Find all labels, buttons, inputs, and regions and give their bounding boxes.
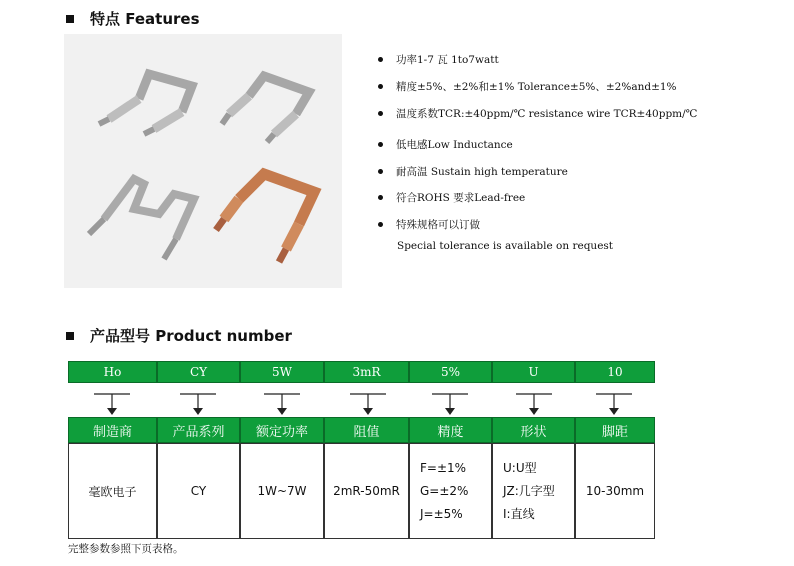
precision-option: J=±5% — [420, 506, 463, 521]
product-number-heading-text: 产品型号 Product number — [90, 327, 292, 345]
square-bullet-icon — [66, 15, 74, 23]
shape-option: U:U型 — [503, 460, 537, 475]
down-arrow-icon — [514, 391, 554, 417]
code-resistance: 3mR — [324, 361, 409, 383]
value-power: 1W~7W — [240, 443, 324, 539]
footnote: 完整参数参照下页表格。 — [68, 543, 184, 555]
steel-u-resistor-2 — [222, 76, 309, 142]
steel-u-resistor-1 — [99, 74, 192, 134]
code-power: 5W — [240, 361, 324, 383]
down-arrow-icon — [178, 391, 218, 417]
copper-u-resistor — [216, 174, 314, 262]
down-arrow-icon — [430, 391, 470, 417]
bullet-icon — [378, 57, 383, 62]
product-photo — [64, 34, 342, 288]
bullet-icon — [378, 84, 383, 89]
feature-item: 精度±5%、±2%和±1% Tolerance±5%、±2%and±1% — [378, 79, 677, 94]
down-arrow-icon — [262, 391, 302, 417]
value-series: CY — [157, 443, 240, 539]
square-bullet-icon — [66, 332, 74, 340]
header-shape: 形状 — [492, 417, 575, 443]
bullet-icon — [378, 142, 383, 147]
code-shape: U — [492, 361, 575, 383]
down-arrow-icon — [348, 391, 388, 417]
bullet-icon — [378, 222, 383, 227]
precision-option: G=±2% — [420, 483, 469, 498]
bullet-icon — [378, 169, 383, 174]
precision-option: F=±1% — [420, 460, 467, 475]
header-power: 额定功率 — [240, 417, 324, 443]
value-shape — [492, 443, 575, 539]
code-series: CY — [157, 361, 240, 383]
value-manufacturer: 毫欧电子 — [68, 443, 157, 539]
value-pitch: 10-30mm — [575, 443, 655, 539]
shape-option: I:直线 — [503, 506, 535, 521]
header-pitch: 脚距 — [575, 417, 655, 443]
header-precision: 精度 — [409, 417, 492, 443]
down-arrow-icon — [92, 391, 132, 417]
bullet-icon — [378, 195, 383, 200]
feature-item: 符合ROHS 要求Lead-free — [378, 190, 525, 205]
down-arrow-icon — [594, 391, 634, 417]
code-manufacturer: Ho — [68, 361, 157, 383]
shape-option: JZ:几字型 — [503, 483, 555, 498]
steel-jz-resistor — [89, 179, 194, 259]
header-resistance: 阻值 — [324, 417, 409, 443]
feature-sub-text: Special tolerance is available on request — [397, 240, 614, 252]
code-pitch: 10 — [575, 361, 655, 383]
bullet-icon — [378, 111, 383, 116]
feature-item: 温度系数TCR:±40ppm/℃ resistance wire TCR±40ppm/℃ — [378, 106, 697, 121]
feature-item: 耐高温 Sustain high temperature — [378, 164, 568, 179]
value-resistance: 2mR-50mR — [324, 443, 409, 539]
value-precision — [409, 443, 492, 539]
features-heading — [66, 8, 200, 29]
feature-item: 特殊规格可以订做 — [378, 217, 480, 232]
header-manufacturer: 制造商 — [68, 417, 157, 443]
features-heading-text: 特点 Features — [90, 10, 200, 28]
feature-item: 低电感Low Inductance — [378, 137, 513, 152]
product-number-heading — [66, 325, 292, 346]
code-precision: 5% — [409, 361, 492, 383]
feature-item: 功率1-7 瓦 1to7watt — [378, 52, 499, 67]
header-series: 产品系列 — [157, 417, 240, 443]
